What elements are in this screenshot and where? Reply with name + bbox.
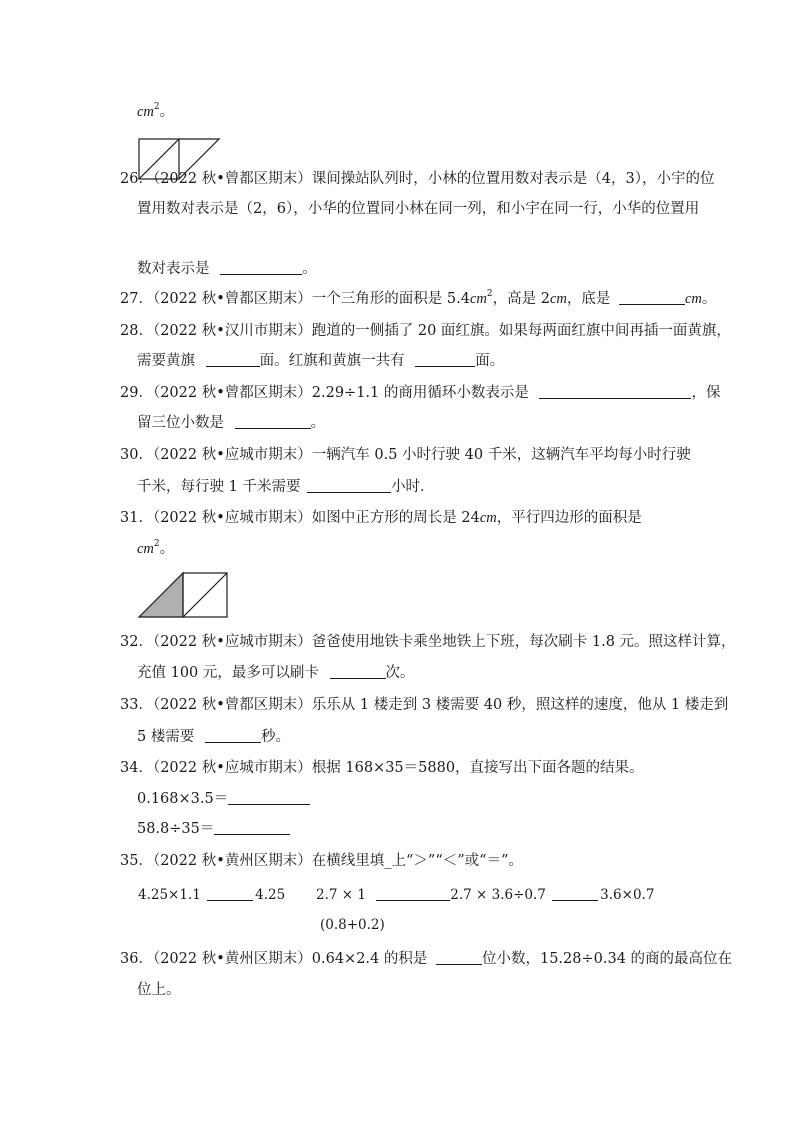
q33-text2a: 5 楼需要 [137,729,195,745]
q33-source: （2022 秋•曾都区期末） [152,697,312,713]
q26-line3 [137,260,317,278]
q35-answer-blank-a[interactable] [207,886,253,901]
q35-text1: 在横线里填_上“＞”“＜”或“＝”。 [311,853,523,869]
q30-text2a: 千米，每行驶 1 千米需要 [137,479,301,495]
q25-unit-line [137,103,174,121]
q27-period: 。 [701,291,717,307]
q34-eq2 [137,820,290,838]
q28-line2 [137,352,504,370]
q35-item-b [316,886,654,904]
q32-text1: 爸爸使用地铁卡乘坐地铁上下班，每次刷卡 1.8 元。照这样计算， [311,634,736,650]
q36-source: （2022 秋•黄州区期末） [152,951,312,967]
unit-cm: cm [137,104,154,120]
q32-answer-blank[interactable] [330,664,386,679]
q33-number: 33． [120,697,153,713]
q28-line1 [120,322,731,340]
q31-line1 [120,509,642,527]
q26-text2: 置用数对表示是（2，6），小华的位置同小林在同一列，和小宇在同一行，小华的位置用 [137,201,700,217]
q35-item-b-line2 [320,916,385,934]
q31-shaded-triangle [139,573,183,617]
q33-line1 [120,696,728,714]
q34-eq1 [137,790,310,808]
q36-line1 [120,950,732,968]
q31-figure [138,572,230,618]
q31-number: 31． [120,510,153,526]
q29-number: 29． [120,385,153,401]
q30-source: （2022 秋•应城市期末） [152,447,312,463]
q30-text1: 一辆汽车 0.5 小时行驶 40 千米，这辆汽车平均每小时行驶 [311,447,691,463]
q36-answer-blank-1[interactable] [436,950,482,965]
q31-source: （2022 秋•应城市期末） [152,510,312,526]
q35-a-right: 4.25 [255,887,286,903]
q31-unit-line [137,540,174,558]
q26-answer-blank[interactable] [220,260,302,275]
q35-c-left: 2.7 × 3.6÷0.7 [450,887,546,903]
q35-line1 [120,852,523,870]
q35-source: （2022 秋•黄州区期末） [152,853,312,869]
q35-answer-blank-c[interactable] [552,886,598,901]
unit-cm: cm [469,291,487,307]
q29-line1 [120,384,720,402]
q28-answer-blank-1[interactable] [206,352,260,367]
q35-b-left: 2.7 × 1 [316,887,366,903]
q27-text1: 一个三角形的面积是 5.4 [311,291,470,307]
q34-answer-blank-1[interactable] [228,790,310,805]
q30-line2 [137,478,435,496]
q27-line1 [120,290,716,308]
q27-answer-blank[interactable] [619,290,685,305]
q35-answer-blank-b[interactable] [376,886,450,901]
q34-line1 [120,759,644,777]
q36-text1b: 位小数，15.28÷0.34 的商的最高位在 [481,951,733,967]
q29-text1b: ，保 [691,385,721,401]
q26-source: （2022 秋•曾都区期末） [152,171,312,187]
q26-line2 [137,200,699,218]
unit-cm: cm [549,291,567,307]
q29-line2 [137,414,325,432]
q28-text1: 跑道的一侧插了 20 面红旗。如果每两面红旗中间再插一面黄旗， [311,323,731,339]
q28-text2b: 面。红旗和黄旗一共有 [259,353,405,369]
q35-c-right: 3.6×0.7 [600,887,655,903]
q34-expression-1: 0.168×3.5＝ [137,791,229,807]
unit-cm: cm [137,541,154,557]
q27-text2: ，高是 2 [492,291,550,307]
q28-source: （2022 秋•汉川市期末） [152,323,312,339]
q31-text1: 如图中正方形的周长是 24 [311,510,480,526]
unit-cm: cm [684,291,702,307]
q28-text2a: 需要黄旗 [137,353,195,369]
q29-answer-blank-2[interactable] [235,414,311,429]
q26-text3: 数对表示是 [137,261,210,277]
q35-item-a [138,886,285,904]
q26-number: 26． [120,171,153,187]
q34-number: 34． [120,760,153,776]
q26-period: 。 [302,261,317,277]
q29-text2: 留三位小数是 [137,415,224,431]
q32-line1 [120,633,736,651]
q27-source: （2022 秋•曾都区期末） [152,291,312,307]
q26-line1 [120,170,714,188]
q25-period: 。 [159,104,175,120]
unit-cm: cm [479,510,497,526]
q33-text2b: 秒。 [260,729,290,745]
q26-text: 课间操站队列时，小林的位置用数对表示是（4，3），小宇的位 [311,171,715,187]
q29-period: 。 [310,415,326,431]
q29-source: （2022 秋•曾都区期末） [152,385,312,401]
q34-answer-blank-2[interactable] [214,820,290,835]
q33-line2 [137,728,290,746]
q34-expression-2: 58.8÷35＝ [137,821,215,837]
q33-text1: 乐乐从 1 楼走到 3 楼需要 40 秒，照这样的速度，他从 1 楼走到 [311,697,729,713]
q28-number: 28． [120,323,153,339]
q30-text2b: 小时． [391,479,435,495]
q32-number: 32． [120,634,153,650]
q30-line1 [120,446,691,464]
q28-answer-blank-2[interactable] [415,352,475,367]
unit-sq: 2 [486,289,493,299]
q31-text2: ，平行四边形的面积是 [496,510,642,526]
q36-line2 [137,981,181,999]
q32-text2a: 充值 100 元，最多可以刷卡 [137,665,319,681]
q29-answer-blank-1[interactable] [539,384,691,399]
q35-a-left: 4.25×1.1 [138,887,201,903]
q28-text2c: 面。 [475,353,505,369]
unit-sq: 2 [153,539,160,549]
q31-diagonal [183,573,227,617]
q33-answer-blank[interactable] [205,728,261,743]
q32-line2 [137,664,415,682]
q32-text2b: 次。 [385,665,415,681]
q30-answer-blank[interactable] [307,478,391,493]
q35-number: 35． [120,853,153,869]
q29-text1: 2.29÷1.1 的商用循环小数表示是 [311,385,529,401]
q27-text3: ，底是 [566,291,611,307]
q34-source: （2022 秋•应城市期末） [152,760,312,776]
q27-number: 27． [120,291,153,307]
unit-sq: 2 [153,102,160,112]
q34-text1: 根据 168×35＝5880，直接写出下面各题的结果。 [311,760,644,776]
q31-period: 。 [159,541,175,557]
q36-text1a: 0.64×2.4 的积是 [311,951,428,967]
q30-number: 30． [120,447,153,463]
q36-text2: 位上。 [137,982,181,998]
q32-source: （2022 秋•应城市期末） [152,634,312,650]
q36-number: 36． [120,951,153,967]
q35-b-factor: (0.8+0.2) [320,917,385,933]
